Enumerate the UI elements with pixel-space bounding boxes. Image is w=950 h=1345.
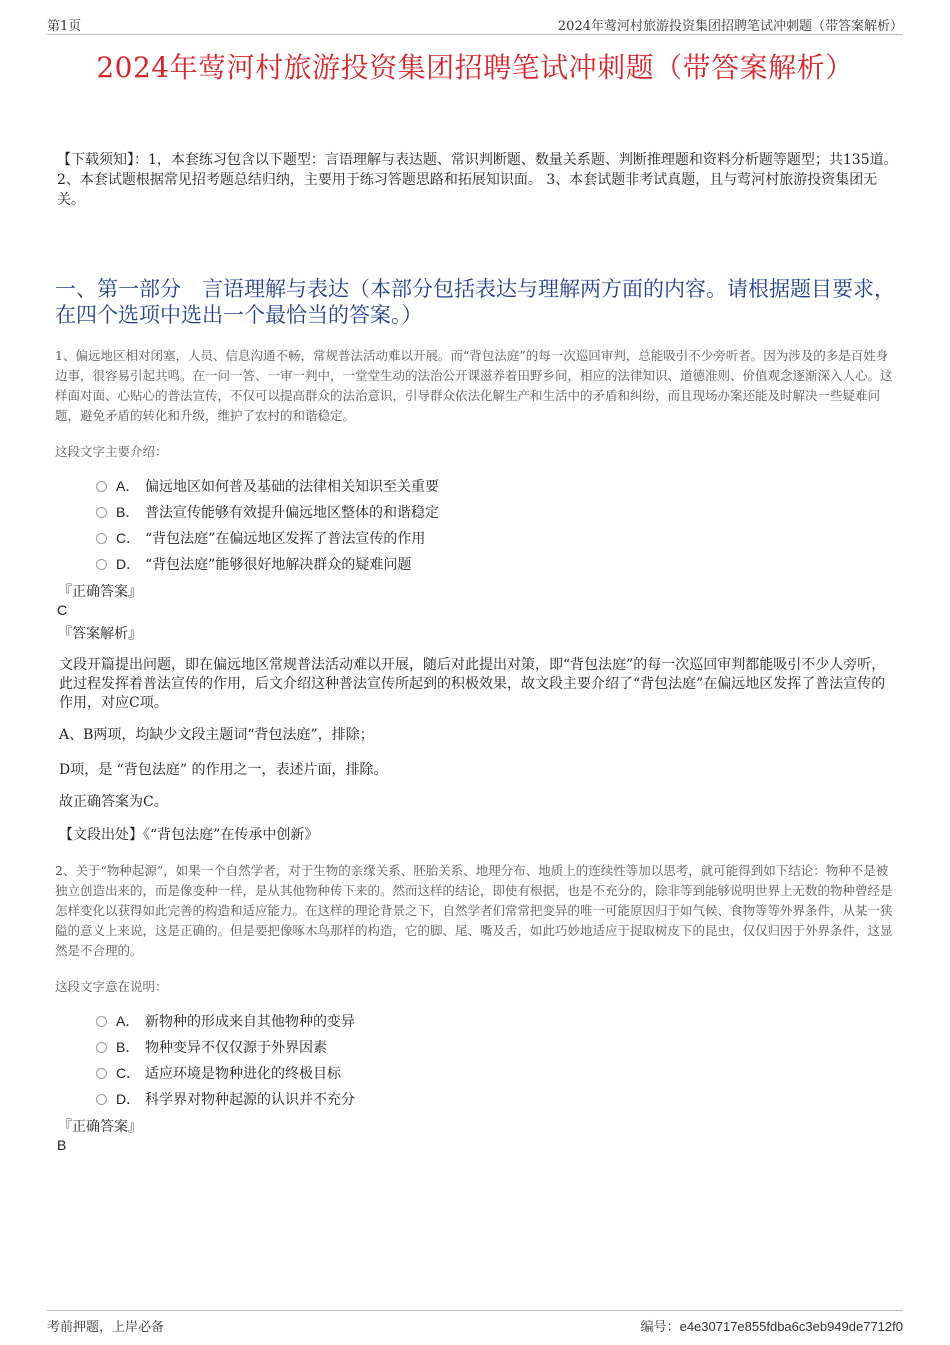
option-letter: C．: [116, 1065, 141, 1081]
analysis-paragraph: 故正确答案为C。: [59, 794, 168, 810]
option-a[interactable]: [96, 473, 439, 499]
option-c[interactable]: [96, 525, 439, 551]
footer-slogan: 考前押题，上岸必备: [47, 1320, 165, 1335]
analysis-paragraph: A、B两项，均缺少文段主题词“背包法庭”，排除；: [59, 727, 374, 743]
source-citation: 【文段出处】《“背包法庭”在传承中创新》: [59, 827, 319, 843]
option-letter: B．: [116, 1039, 140, 1055]
correct-answer-label: 『正确答案』: [58, 1119, 142, 1135]
correct-answer-label: 『正确答案』: [58, 584, 142, 600]
option-letter: C．: [116, 530, 141, 546]
page-header: [47, 14, 903, 35]
option-b[interactable]: [96, 1034, 355, 1060]
radio-icon[interactable]: [96, 559, 107, 570]
download-notice: 【下载须知】：1，本套练习包含以下题型：言语理解与表达题、常识判断题、数量关系题、判断推理题和资料分析题等题型；共135道。 2、本套试题根据常见招考题总结归纳，主要用于练习答题思路和拓展知识面。 3、本套试题非考试真题，且与莺河村旅游投资集团无关。: [57, 152, 898, 208]
page-number: 第1页: [47, 19, 82, 34]
correct-answer: B: [57, 1137, 67, 1153]
correct-answer: C: [57, 602, 68, 618]
analysis-label: 『答案解析』: [58, 626, 142, 642]
radio-icon[interactable]: [96, 533, 107, 544]
option-text: 物种变异不仅仅源于外界因素: [145, 1040, 327, 1056]
option-a[interactable]: [96, 1008, 355, 1034]
question-1-stem: 1、偏远地区相对闭塞，人员、信息沟通不畅，常规普法活动难以开展。而“背包法庭”的每一次巡回审判，总能吸引不少旁听者。因为涉及的多是百姓身边事，很容易引起共鸣。在一问一答、一审一判中，一堂堂生动的法治公开课滋养着田野乡间，相应的法律知识、道德准则、价值观念逐渐深入人心。这样面对面、心贴心的普法宣传，不仅可以提高群众的法治意识，引导群众依法化解生产和生活中的矛盾和纠纷，而且现场办案还能及时解决一些疑难问题，避免矛盾的转化和升级，维护了农村的和谐稳定。: [55, 348, 893, 423]
option-text: “背包法庭”在偏远地区发挥了普法宣传的作用: [145, 531, 426, 547]
header-doc-title: 2024年莺河村旅游投资集团招聘笔试冲刺题（带答案解析）: [557, 19, 903, 34]
option-b[interactable]: [96, 499, 439, 525]
option-text: 适应环境是物种进化的终极目标: [145, 1066, 341, 1082]
question-2-options: [96, 1008, 355, 1112]
question-2-stem: 2、关于“物种起源”，如果一个自然学者，对于生物的亲缘关系、胚胎关系、地理分布、地质上的连续性等加以思考，就可能得到如下结论：物种不是被独立创造出来的，而是像变种一样，是从其他物种传下来的。然而这样的结论，即使有根据，也是不充分的，除非等到能够说明世界上无数的物种曾经是怎样变化以获得如此完善的构造和适应能力。在这样的理论背景之下，自然学者们常常把变异的唯一可能原因归于如气候、食物等等外界条件，从某一狭隘的意义上来说，这是正确的。但是要把像啄木鸟那样的构造，它的脚、尾、嘴及舌，如此巧妙地适应于捉取树皮下的昆虫，仅仅归因于外界条件，这显然是不合理的。: [55, 863, 893, 958]
radio-icon[interactable]: [96, 1068, 107, 1079]
option-letter: D．: [116, 1091, 141, 1107]
question-1-lead: 这段文字主要介绍：: [55, 444, 168, 459]
radio-icon[interactable]: [96, 507, 107, 518]
option-d[interactable]: [96, 551, 439, 577]
option-text: 科学界对物种起源的认识并不充分: [145, 1092, 355, 1108]
radio-icon[interactable]: [96, 1016, 107, 1027]
option-text: 新物种的形成来自其他物种的变异: [145, 1014, 355, 1030]
option-letter: A．: [116, 478, 140, 494]
option-d[interactable]: [96, 1086, 355, 1112]
question-1-options: [96, 473, 439, 577]
radio-icon[interactable]: [96, 1042, 107, 1053]
page-title: 2024年莺河村旅游投资集团招聘笔试冲刺题（带答案解析）: [96, 51, 854, 84]
section-heading: 一、第一部分 言语理解与表达（本部分包括表达与理解两方面的内容。请根据题目要求，在四个选项中选出一个最恰当的答案。）: [55, 277, 895, 327]
page-footer: [47, 1310, 903, 1337]
option-text: 偏远地区如何普及基础的法律相关知识至关重要: [145, 479, 439, 495]
radio-icon[interactable]: [96, 481, 107, 492]
analysis-paragraph: 文段开篇提出问题，即在偏远地区常规普法活动难以开展，随后对此提出对策，即“背包法庭”的每一次巡回审判都能吸引不少人旁听，此过程发挥着普法宣传的作用，后文介绍这种普法宣传所起到的积极效果，故文段主要介绍了“背包法庭”在偏远地区发挥了普法宣传的作用，对应C项。: [59, 657, 886, 711]
option-text: “背包法庭”能够很好地解决群众的疑难问题: [145, 557, 412, 573]
option-text: 普法宣传能够有效提升偏远地区整体的和谐稳定: [145, 505, 439, 521]
code-label: 编号：: [640, 1320, 680, 1335]
option-letter: B．: [116, 504, 140, 520]
radio-icon[interactable]: [96, 1094, 107, 1105]
option-letter: D．: [116, 556, 141, 572]
question-2-lead: 这段文字意在说明：: [55, 979, 168, 994]
code-value: e4e30717e855fdba6c3eb949de7712f0: [679, 1319, 903, 1334]
footer-code: [641, 1316, 903, 1335]
option-c[interactable]: [96, 1060, 355, 1086]
option-letter: A．: [116, 1013, 140, 1029]
analysis-paragraph: D项，是 “背包法庭” 的作用之一，表述片面，排除。: [59, 762, 388, 778]
